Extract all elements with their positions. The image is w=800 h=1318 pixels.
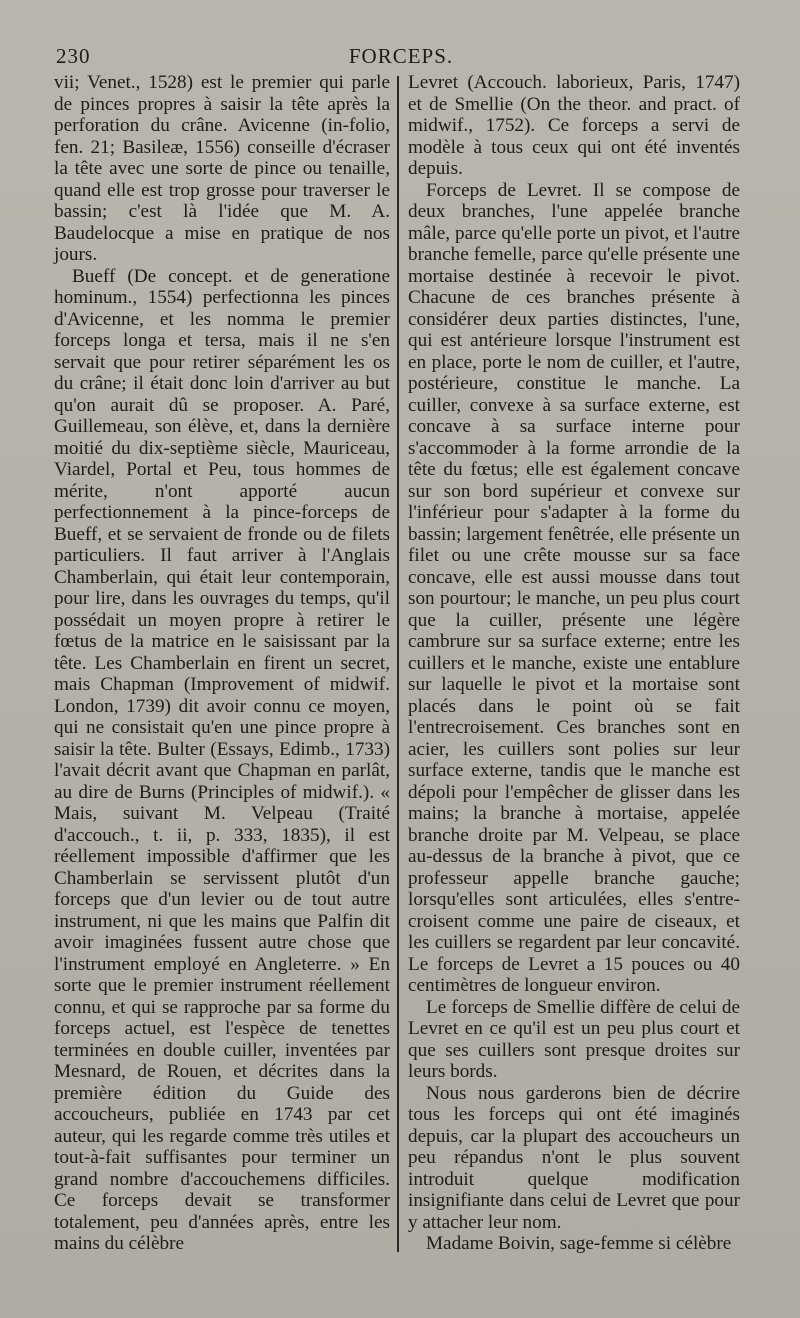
right-paragraph-5: Madame Boivin, sage-femme si célèbre (426, 1233, 732, 1254)
left-column (54, 72, 390, 1255)
right-paragraph-1: Levret (Accouch. laborieux, Paris, 1747) et de Smellie (On the theor. and pract. of midwif., 1752). Ce forceps a servi de modèle à tous ceux qui ont été inventés depuis. (408, 72, 740, 179)
right-column (408, 72, 740, 1255)
right-paragraph-2: Forceps de Levret. Il se compose de deux branches, l'une appelée branche mâle, parce qu'elle porte un pivot, et l'autre branche femelle, parce qu'elle présente une mortaise destinée à recevoir le pivot. Chacune de ces branches présente à considérer deux parties distinctes, l'une, qui est antérieure lorsque l'instrument est en place, porte le nom de cuiller, et l'autre, postérieure, constitue le manche. La cuiller, convexe à sa surface externe, est concave à sa surface interne pour s'accommoder à la forme arrondie de la tête du fœtus; elle est également concave sur son bord supérieur et convexe sur l'inférieur pour s'adapter à la forme du bassin; largement fenêtrée, elle présente un filet ou une crête mousse sur sa face concave, elle est aussi mousse dans tout son pourtour; le manche, un peu plus court que la cuiller, présente une légère cambrure sur sa surface externe; entre les cuillers et le manche, existe une entablure sur laquelle le pivot et la mortaise sont placés dans le point où se fait l'entrecroisement. Ces branches sont en acier, les cuillers sont polies sur leur surface externe, tandis que le manche est dépoli pour l'empêcher de glisser dans les mains; la branche à mortaise, appelée branche droite par M. Velpeau, se place au-dessus de la branche à pivot, que ce professeur appelle branche gauche; lorsqu'elles sont articulées, elles s'entre-croisent comme une paire de ciseaux, et les cuillers se regardent par leur concavité. Le forceps de Levret a 15 pouces ou 40 centimètres de longueur environ. (408, 179, 740, 996)
column-divider (397, 76, 399, 1252)
running-header (56, 44, 746, 74)
right-paragraph-3: Le forceps de Smellie diffère de celui de Levret en ce qu'il est un peu plus court et que ses cuillers sont presque droites sur leurs bords. (408, 996, 740, 1082)
running-title: FORCEPS. (348, 44, 454, 68)
left-paragraph-1: vii; Venet., 1528) est le premier qui parle de pinces propres à saisir la tête après la perforation du crâne. Avicenne (in-folio, fen. 21; Basileæ, 1556) conseille d'écraser la tête avec une sorte de pince ou tenaille, quand elle est trop grosse pour traverser le bassin; c'est là l'idée que M. A. Baudelocque a mise en pratique de nos jours. (54, 72, 390, 265)
right-paragraph-4: Nous nous garderons bien de décrire tous les forceps qui ont été imaginés depuis, car la plupart des accoucheurs un peu répandus n'ont le plus souvent introduit quelque modification insignifiante dans celui de Levret que pour y attacher leur nom. (408, 1082, 740, 1233)
page-number: 230 (56, 44, 91, 68)
left-paragraph-2: Bueff (De concept. et de generatione hominum., 1554) perfectionna les pinces d'Avicenne, et les nomma le premier forceps longa et tersa, mais il ne s'en servait que pour retirer séparément les os du crâne; il était donc loin d'arriver au but qu'on aurait dû se proposer. A. Paré, Guillemeau, son élève, et, dans la dernière moitié du dix-septième siècle, Mauriceau, Viardel, Portal et Peu, tous hommes de mérite, n'ont apporté aucun perfectionnement à la pince-forceps de Bueff, et se servaient de fronde ou de filets particuliers. Il faut arriver à l'Anglais Chamberlain, qui était leur contemporain, pour lire, dans les ouvrages du temps, qu'il possédait un moyen propre à retirer le fœtus de la matrice en le saisissant par la tête. Les Chamberlain en firent un secret, mais Chapman (Improvement of midwif. London, 1739) dit avoir connu ce moyen, qui ne consistait qu'en une pince propre à saisir la tête. Bulter (Essays, Edimb., 1733) l'avait décrit avant que Chapman en parlât, au dire de Burns (Principles of midwif.). « Mais, suivant M. Velpeau (Traité d'accouch., t. ii, p. 333, 1835), il est réellement impossible d'affirmer que les Chamberlain se servissent plutôt d'un forceps que d'un levier ou de tout autre instrument, ni que les mains que Palfin dit avoir imaginées fussent autre chose que l'instrument employé en Angleterre. » En sorte que le premier instrument réellement connu, et qui se rapproche par sa forme du forceps actuel, est l'espèce de tenettes terminées en double cuiller, inventées par Mesnard, de Rouen, et décrites dans la première édition du Guide des accoucheurs, publiée en 1743 par cet auteur, qui les regarde comme très utiles et tout-à-fait suffisantes pour terminer un grand nombre d'accouchemens difficiles. Ce forceps devait se transformer totalement, peu d'années après, entre les mains du célèbre (54, 265, 390, 1254)
